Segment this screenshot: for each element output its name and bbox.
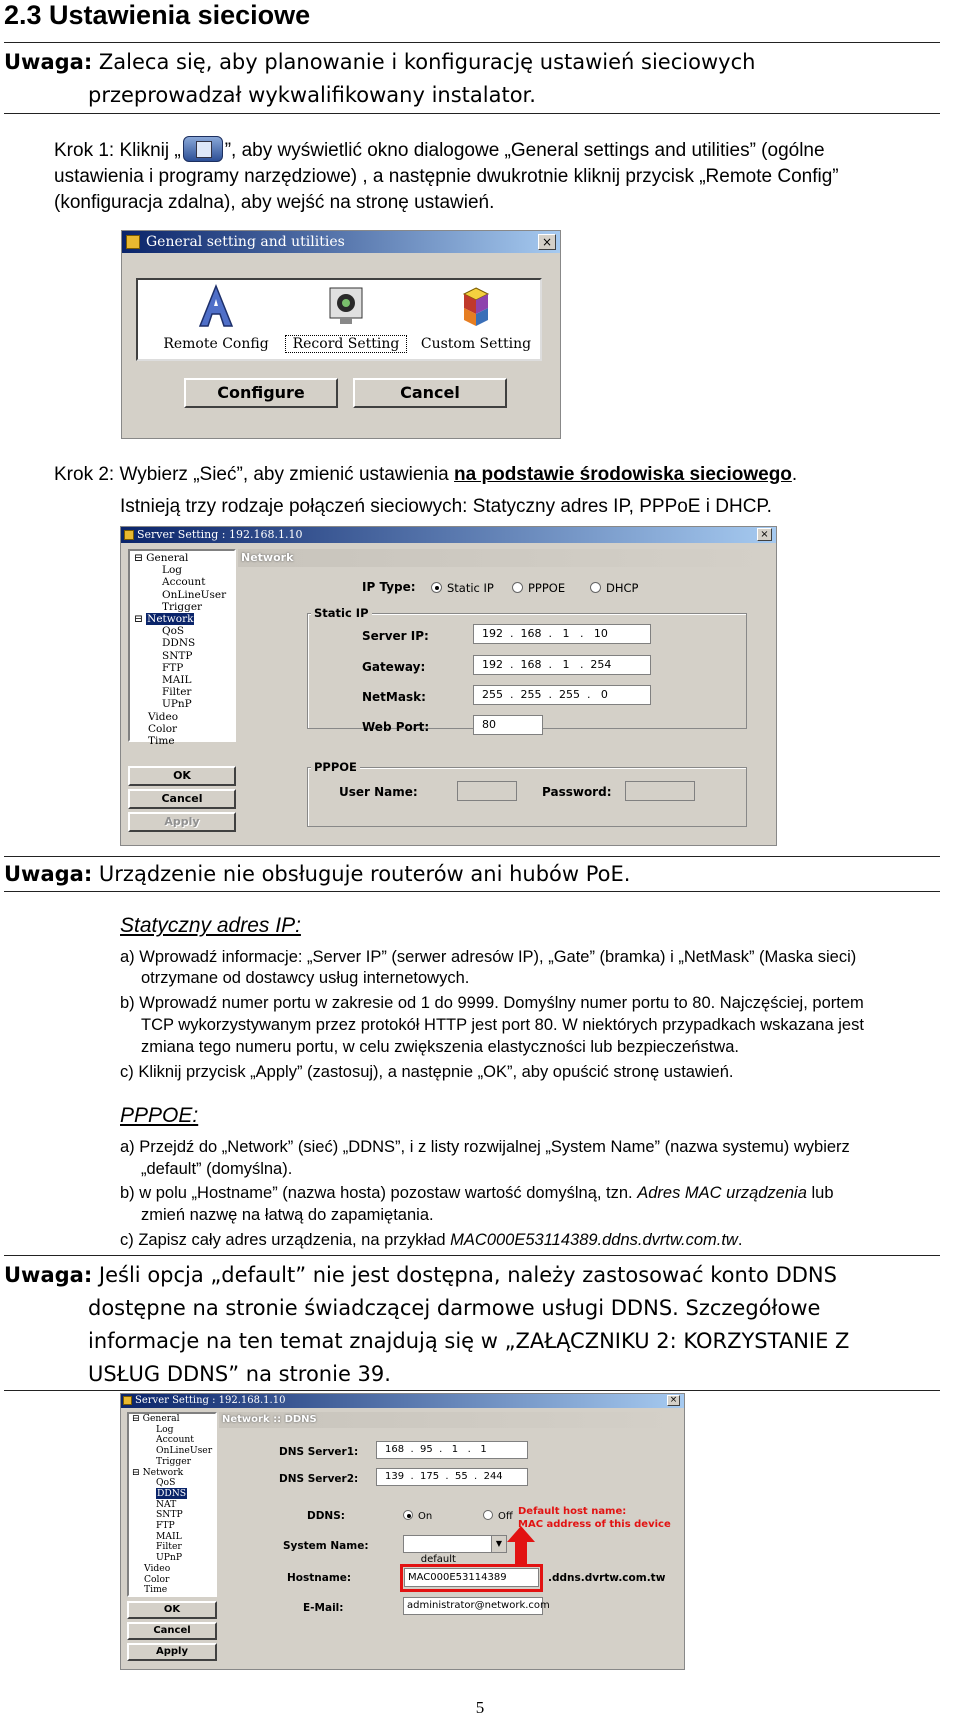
divider [4,42,940,43]
dialog-title: Server Setting : 192.168.1.10 [137,528,303,541]
custom-setting-item[interactable] [416,284,536,356]
tree-item-nat[interactable]: NAT [156,1498,177,1510]
note-text: Zaleca się, aby planowanie i konfigurację ustawień sieciowych [98,50,756,74]
divider [4,1390,940,1391]
static-item-b-cont1: TCP wykorzystywanym przez protokół HTTP jest port 80. W niektórych przypadkach wskazana jest [141,1016,864,1034]
server-setting-ddns-dialog [120,1393,685,1670]
note-label: Uwaga: [4,50,93,74]
static-item-c: c) Kliknij przycisk „Apply” (zastosuj), a następnie „OK”, aby opuścić stronę ustawień. [120,1063,734,1081]
record-setting-item[interactable] [286,284,406,356]
close-button[interactable]: × [757,528,772,541]
divider [4,891,940,892]
static-item-a-cont: otrzymane od dostawcy usług internetowych. [141,969,470,987]
app-icon [124,530,134,540]
email-input[interactable]: administrator@network.com [403,1597,543,1615]
hostname-label: Hostname: [287,1572,352,1584]
tree-item-video[interactable]: Video [144,1562,171,1574]
tree-item-time[interactable]: Time [144,1584,168,1596]
step1-line3: (konfiguracja zdalna), aby wejść na stronę ustawień. [54,192,495,213]
tree-item-upnp[interactable]: UPnP [156,1552,183,1564]
step1-text-a: Krok 1: Kliknij „ [54,140,181,161]
step1-line1 [54,136,825,163]
remote-config-label: Remote Config [163,336,269,352]
note-1 [4,46,755,79]
step1-line2: ustawienia i programy narzędziowe) , a następnie dwukrotnie kliknij przycisk „Remote Config” [54,166,839,187]
divider [4,113,940,114]
netmask-label: NetMask: [362,690,426,704]
settings-tree[interactable] [128,549,236,748]
tree-item-log[interactable]: Log [162,564,183,577]
static-item-b-cont2: zmiana tego numeru portu, w celu zwiększenia elastyczności lub bezpieczeństwa. [141,1038,739,1056]
note-label: Uwaga: [4,1263,93,1287]
note-text: Jeśli opcja „default” nie jest dostępna, należy zastosować konto DDNS [98,1263,837,1287]
tree-item-color[interactable]: Color [144,1573,170,1585]
cancel-button[interactable]: Cancel [127,1622,217,1640]
ok-button[interactable]: OK [128,766,236,786]
note-3-line2: dostępne na stronie świadczącej darmowe usługi DDNS. Szczegółowe [88,1296,821,1320]
tree-item-onlineuser[interactable]: OnLineUser [162,588,227,601]
custom-setting-label: Custom Setting [420,336,532,352]
note-label: Uwaga: [4,862,93,886]
hostname-input[interactable]: MAC000E53114389 [404,1568,539,1587]
radio-dot [431,582,442,593]
note-2 [4,858,630,891]
hostname-suffix: .ddns.dvrtw.com.tw [548,1572,666,1584]
note-3 [4,1259,837,1292]
radio-static-ip[interactable]: Static IP [431,581,494,595]
dns2-input[interactable]: 139 . 175 . 55 . 244 [376,1468,528,1486]
tree-item-sntp[interactable]: SNTP [156,1509,183,1521]
remote-config-item[interactable] [156,284,276,356]
step2-line1 [54,462,797,487]
pppoe-item-a: a) Przejdź do „Network” (sieć) „DDNS”, i z listy rozwijalnej „System Name” (nazwa systemu) wybierz [120,1138,850,1156]
web-port-input[interactable]: 80 [473,715,543,735]
dialog-title: General setting and utilities [146,234,345,250]
tree-item-account[interactable]: Account [156,1434,194,1446]
apply-button[interactable]: Apply [127,1643,217,1661]
radio-dot [483,1510,493,1520]
step2-text-a: Krok 2: Wybierz „Sieć”, aby zmienić ustawienia [54,464,455,485]
tree-item-upnp[interactable]: UPnP [162,698,192,711]
step1-text-b: ”, aby wyświetlić okno dialogowe „General settings and utilities” (ogólne [224,140,825,161]
tree-item-general[interactable]: ⊟ General [132,1413,180,1424]
tree-item-network[interactable]: ⊟ Network [134,613,194,626]
password-input[interactable] [625,781,695,801]
ddns-on-radio[interactable]: On [403,1510,432,1522]
tree-item-color[interactable]: Color [148,722,178,735]
panel-title: Network :: DDNS [219,1412,682,1428]
annotation-line2: MAC address of this device [518,1519,671,1530]
record-setting-label: Record Setting [286,336,406,352]
pppoe-item-a-cont: „default” (domyślna). [141,1160,293,1178]
username-input[interactable] [457,781,517,801]
tree-item-qos[interactable]: QoS [162,625,185,638]
static-item-b: b) Wprowadź numer portu w zakresie od 1 do 9999. Domyślny numer portu to 80. Najczęściej, portem [120,994,864,1012]
tree-item-onlineuser[interactable]: OnLineUser [156,1445,213,1457]
tree-item-mail[interactable]: MAIL [162,674,192,687]
dns1-label: DNS Server1: [279,1446,359,1458]
app-icon [126,235,140,249]
static-ip-heading: Statyczny adres IP: [120,914,301,937]
radio-dot [403,1510,413,1520]
radio-dhcp[interactable]: DHCP [590,581,638,595]
web-port-label: Web Port: [362,720,430,734]
tree-item-sntp[interactable]: SNTP [162,649,193,662]
ddns-label: DDNS: [307,1510,345,1522]
ddns-off-radio[interactable]: Off [483,1510,513,1522]
tree-item-filter[interactable]: Filter [156,1541,182,1553]
cancel-button[interactable]: Cancel [353,378,507,408]
general-settings-icon [183,136,223,162]
custom-setting-icon [456,284,496,328]
static-ip-group-title: Static IP [311,606,372,620]
netmask-input[interactable]: 255 . 255 . 255 . 0 [473,685,651,705]
tree-item-time[interactable]: Time [148,735,175,748]
example-address: MAC000E53114389.ddns.dvrtw.com.tw [450,1231,738,1249]
remote-config-icon [196,284,236,328]
radio-dot [512,582,523,593]
record-setting-icon [326,284,366,328]
close-button[interactable]: × [538,234,556,250]
icon-panel [136,278,542,361]
tree-item-general[interactable]: ⊟ General [134,552,189,564]
annotation-line1: Default host name: [518,1506,627,1517]
section-title: 2.3 Ustawienia sieciowe [4,0,311,30]
radio-dot [590,582,601,593]
settings-tree[interactable] [127,1412,217,1597]
page-number: 5 [475,1698,485,1717]
cancel-button[interactable]: Cancel [128,789,236,809]
password-label: Password: [542,785,612,799]
apply-button[interactable]: Apply [128,812,236,832]
tree-item-log[interactable]: Log [156,1423,174,1435]
tree-item-filter[interactable]: Filter [162,686,192,699]
pppoe-group-title: PPPOE [311,760,360,774]
dns1-input[interactable]: 168 . 95 . 1 . 1 [376,1441,528,1459]
dialog-titlebar [122,231,560,253]
tree-item-ddns[interactable]: DDNS [157,1487,187,1499]
server-ip-input[interactable]: 192 . 168 . 1 . 10 [473,624,651,644]
tree-item-mail[interactable]: MAIL [156,1530,182,1542]
chevron-down-icon[interactable]: ▼ [491,1536,506,1552]
close-button[interactable]: × [667,1395,680,1406]
configure-button[interactable]: Configure [184,378,338,408]
system-name-label: System Name: [283,1540,369,1552]
arrow-up-icon [506,1526,536,1568]
system-name-select[interactable] [403,1535,507,1565]
server-ip-label: Server IP: [362,629,429,643]
tree-item-video[interactable]: Video [148,710,179,723]
divider [4,1255,940,1256]
step2-text-c: . [791,464,798,485]
ok-button[interactable]: OK [127,1601,217,1619]
step2-emphasis: na podstawie środowiska sieciowego [454,464,792,485]
radio-pppoe[interactable]: PPPOE [512,581,565,595]
app-icon [123,1396,132,1405]
tree-item-ddns[interactable]: DDNS [162,637,196,650]
step2-line2: Istnieją trzy rodzaje połączeń sieciowych: Statyczny adres IP, PPPoE i DHCP. [120,496,772,517]
note-text: Urządzenie nie obsługuje routerów ani hubów PoE. [98,862,631,886]
note-3-line4: USŁUG DDNS” na stronie 39. [88,1362,391,1386]
dns2-label: DNS Server2: [279,1473,359,1485]
server-setting-network-dialog [120,526,777,846]
note-1-line2: przeprowadzał wykwalifikowany instalator. [88,83,536,107]
tree-item-network[interactable]: ⊟ Network [132,1466,184,1478]
general-settings-dialog [121,230,561,439]
gateway-label: Gateway: [362,660,426,674]
gateway-input[interactable]: 192 . 168 . 1 . 254 [473,655,651,675]
note-3-line3: informacje na ten temat znajdują się w „ZAŁĄCZNIKU 2: KORZYSTANIE Z [88,1329,850,1353]
panel-title: Network [238,549,774,567]
tree-item-ftp[interactable]: FTP [156,1520,175,1532]
system-name-value: default [420,1554,456,1565]
pppoe-heading: PPPOE: [120,1104,199,1127]
static-item-a: a) Wprowadź informacje: „Server IP” (serwer adresów IP), „Gate” (bramka) i „NetMask” (Maska sieci) [120,948,857,966]
divider [4,856,940,857]
tree-item-trigger[interactable]: Trigger [162,600,203,613]
username-label: User Name: [339,785,418,799]
mac-address-emphasis: Adres MAC urządzenia [637,1184,807,1202]
ip-type-label: IP Type: [362,580,416,594]
tree-item-trigger[interactable]: Trigger [156,1455,192,1467]
tree-item-qos[interactable]: QoS [156,1477,176,1489]
dialog-title: Server Setting : 192.168.1.10 [135,1395,286,1406]
pppoe-item-b-cont: zmień nazwę na łatwą do zapamiętania. [141,1206,434,1224]
pppoe-item-b: b) w polu „Hostname” (nazwa hosta) pozostaw wartość domyślną, tzn. Adres MAC urządzenia lub [120,1184,834,1202]
pppoe-item-c: c) Zapisz cały adres urządzenia, na przykład MAC000E53114389.ddns.dvrtw.com.tw. [120,1231,743,1249]
email-label: E-Mail: [303,1602,344,1614]
tree-item-ftp[interactable]: FTP [162,661,184,674]
tree-item-account[interactable]: Account [162,576,206,589]
dialog-titlebar [121,1394,684,1408]
dialog-titlebar [121,527,776,543]
